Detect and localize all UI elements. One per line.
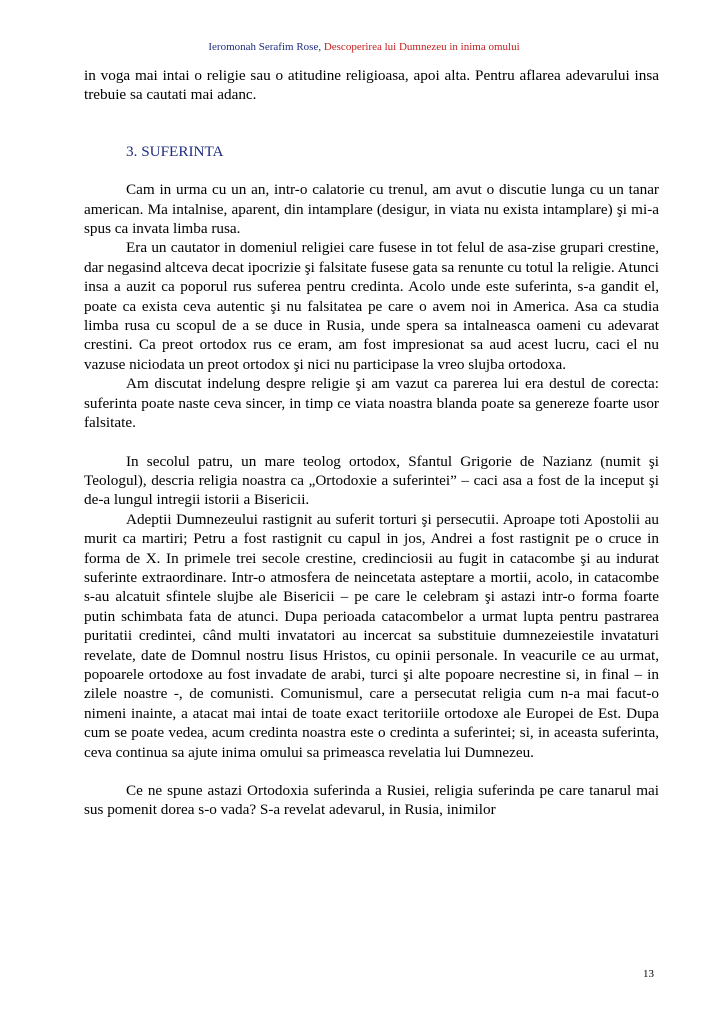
section-heading: 3. SUFERINTA (126, 142, 224, 160)
paragraph: Cam in urma cu un an, intr-o calatorie cu trenul, am avut o discutie lunga cu un tanar american. Ma intalnise, aparent, din intamplare (desigur, in viata nu exista intamplare) şi mi-a spus ca invata limba rusa. (84, 181, 659, 238)
paragraph: Am discutat indelung despre religie şi am vazut ca parerea lui era destul de corecta: suferinta poate naste ceva sincer, in timp ce viata noastra blanda poate sa genereze foarte usor falsitate. (84, 375, 659, 432)
paragraph: Ce ne spune astazi Ortodoxia suferinda a Rusiei, religia suferinda pe care tanarul mai sus pomenit dorea s-o vada? S-a revelat adevarul, in Rusia, inimilor (84, 782, 659, 819)
page-body (84, 66, 659, 820)
page-number: 13 (643, 968, 654, 980)
running-header (0, 40, 728, 54)
header-author: Ieromonah Serafim Rose, (208, 41, 322, 53)
header-title: Descoperirea lui Dumnezeu in inima omului (321, 41, 520, 53)
paragraph-continued: in voga mai intai o religie sau o atitudine religioasa, apoi alta. Pentru aflarea adevarului insa trebuie sa cautati mai adanc. (84, 67, 659, 104)
paragraph: Era un cautator in domeniul religiei care fusese in tot felul de asa-zise grupari crestine, dar negasind altceva decat ipocrizie şi falsitate fusese gata sa renunte cu totul la religie. Atunci insa a auzit ca poporul rus suferea pentru credinta. Acolo unde este suferinta, s-a gandit el, poate ca exista ceva autentic şi nu falsitatea pe care o avem noi in America. Asa ca studia limba rusa cu scopul de a se duce in Rusia, unde spera sa intalneasca oameni cu adevarat crestini. Ca preot ortodox rus ce eram, am fost impresionat sa aud acest lucru, caci el nu vazuse niciodata un preot ortodox şi nici nu participase la vreo slujba ortodoxa. (84, 239, 659, 373)
paragraph: In secolul patru, un mare teolog ortodox, Sfantul Grigorie de Nazianz (numit şi Teologul), descria religia noastra ca „Ortodoxie a suferintei” – caci asa a fost de la inceput şi de-a lungul intregii istorii a Bisericii. (84, 452, 659, 509)
paragraph: Adeptii Dumnezeului rastignit au suferit torturi şi persecutii. Aproape toti Apostolii au murit ca martiri; Petru a fost rastignit cu capul in jos, Andrei a fost rastignit pe o cruce in forma de X. In primele trei secole crestine, credinciosii au fugit in catacombe şi au indurat suferinte extraordinare. Intr-o atmosfera de neincetata asteptare a mortii, acolo, in catacombe s-au alcatuit sfintele slujbe ale Bisericii – pe care le celebram şi astazi intr-o forma foarte putin schimbata fata de atunci. Dupa perioada catacombelor a urmat lupta pentru pastrarea puritatii credintei, când multi invatatori au incercat sa substituie dumnezeiestile invataturi revelate, date de Domnul nostru Iisus Hristos, cu opinii personale. In veacurile ce au urmat, popoarele ortodoxe au fost invadate de arabi, turci şi alte popoare necrestine si, in final – in zilele noastre -, de comunisti. Comunismul, care a persecutat religia cum n-a mai facut-o nimeni inainte, a atacat mai intai de toate exact teritoriile ortodoxe ale Europei de Est. Dupa cum se poate vedea, acum credinta noastra este o credinta a suferintei; si, in aceasta suferinta, ceva continua sa ajute inima omului sa primeasca revelatia lui Dumnezeu. (84, 510, 659, 761)
